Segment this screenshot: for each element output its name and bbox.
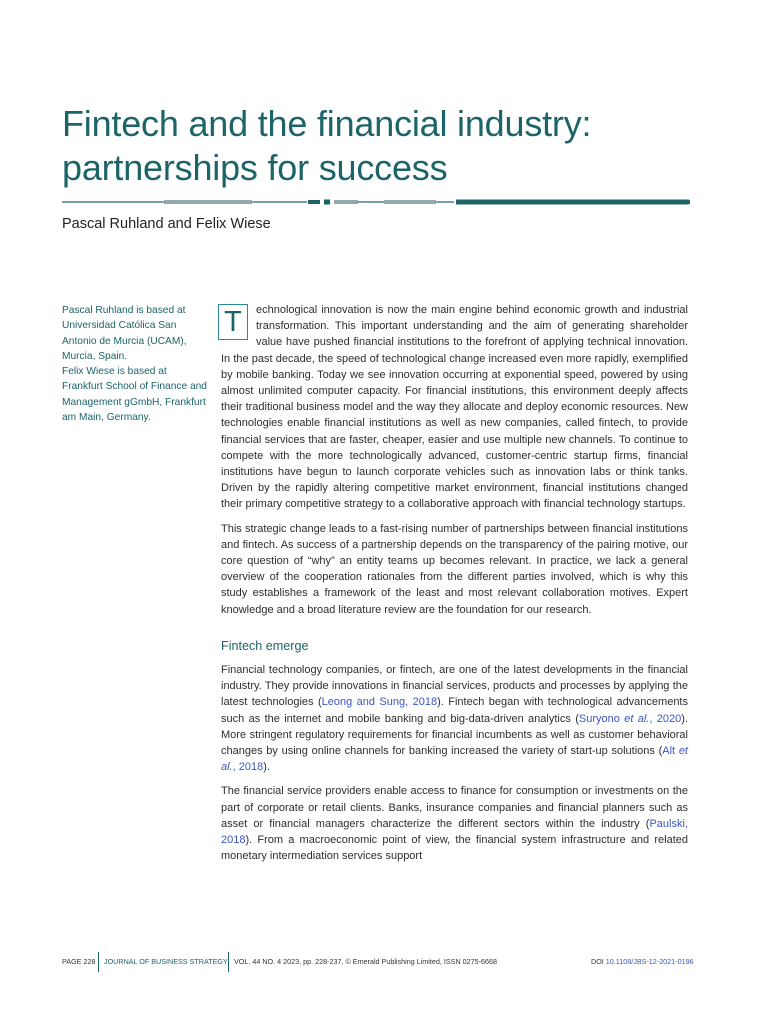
page-footer	[62, 952, 694, 972]
affiliation-wiese: Felix Wiese is based at Frankfurt School of Finance and Management gGmbH, Frankfurt am Main, Germany.	[62, 366, 207, 424]
rule-segment	[134, 201, 164, 202]
article-body	[221, 302, 688, 873]
rule-segment	[164, 200, 252, 204]
title-line-1: Fintech and the financial industry:	[62, 103, 592, 144]
drop-cap: T	[218, 304, 248, 340]
paragraph-strategic-change: This strategic change leads to a fast-rising number of partnerships between financial institutions and fintech. As success of a partnership depends on the transparency of the pairing motive, our core question of “why” an entity teams up becomes relevant. In practice, we lack a general overview of the cooperation rationales from the different parties involved, which is why this study establishes a framework of the least and most relevant collaboration motives. Expert knowledge and a broad literature review are the foundation for our research.	[221, 522, 688, 616]
text-run: The financial service providers enable access to finance for consumption or investments on the part of corporate or retail clients. Banks, insurance companies and financial planners such as asset or financial managers characterize the different sectors within the industry (	[221, 785, 688, 830]
citation-suryono[interactable]	[579, 713, 681, 725]
text-run: ). From a macroeconomic point of view, the financial system infrastructure and related monetary intermediation services support	[221, 834, 688, 863]
footer-divider	[98, 952, 99, 972]
rule-segment	[308, 200, 320, 204]
paragraph-fintech-definition	[221, 662, 688, 775]
author-affiliations	[62, 303, 207, 425]
author-line: Pascal Ruhland and Felix Wiese	[62, 216, 271, 232]
doi-label: DOI	[591, 957, 604, 966]
text-run: ). Fintech began with technological advancements such as the internet and mobile banking and big-data-driven analytics (	[221, 696, 688, 725]
citation-year: , 2018	[232, 761, 264, 774]
text-run: ). More stringent regulatory requirements for financial incumbents as well as customer behavioral changes by using online channels for banking increased the variety of start-up solutions (	[221, 712, 688, 758]
paragraph-intro	[221, 302, 688, 513]
rule-segment	[62, 201, 134, 202]
rule-segment	[252, 201, 304, 202]
citation-etal: et al.	[221, 745, 688, 774]
citation-author: Alt	[662, 745, 679, 758]
rule-segment	[304, 201, 306, 202]
footer-journal-name: JOURNAL OF BUSINESS STRATEGY	[104, 957, 228, 966]
doi-link[interactable]: 10.1108/JBS-12-2021-0196	[605, 957, 694, 966]
title-line-2: partnerships for success	[62, 147, 448, 188]
paragraph-intro-text: echnological innovation is now the main engine behind economic growth and industrial transformation. This important understanding and the aim of generating shareholder value have pushed financial institutions to the forefront of applying technical innovation. In the past decade, the speed of technological change increased even more rapidly, exemplified by mobile banking. Today we see innovation occurring at exponential speed, powered by using almost unlimited computer capacity. For financial institutions, this environment deeply affects their traditional business model and the way they allocate and deploy economic resources. New technologies enable financial institutions as well as new companies, called fintech, to provide financial services that are faster, cheaper, easier and use multiple new channels. To continue to compete with the more technologically advanced, customer-centric startup firms, financial institutions have begun to launch corporate vehicles such as innovation labs or think tanks. Driven by the rapidly altering competitive market environment, financial institutions changed their primary competitive strategy to a collaborative approach with financial technology startups.	[221, 304, 688, 511]
section-heading-fintech-emerge: Fintech emerge	[221, 638, 309, 653]
rule-segment	[456, 200, 688, 205]
decorative-title-rule	[62, 198, 690, 206]
citation-author: Suryono	[578, 712, 625, 725]
footer-doi	[591, 952, 694, 972]
citation-year: , 2020	[649, 712, 682, 725]
text-run: Financial technology companies, or fintech, are one of the latest developments in the financial industry. They provide innovations in financial services, products and processes by applying the latest technologies (	[221, 664, 688, 709]
citation-etal: et al.	[624, 712, 650, 725]
rule-segment	[334, 200, 358, 204]
affiliation-ruhland: Pascal Ruhland is based at Universidad Católica San Antonio de Murcia (UCAM), Murcia, Spain.	[62, 305, 187, 362]
footer-divider	[228, 952, 229, 972]
rule-segment	[306, 201, 307, 202]
footer-volume-info: VOL. 44 NO. 4 2023, pp. 228-237, © Emerald Publishing Limited, ISSN 0275-6668	[234, 957, 498, 966]
rule-segment	[384, 200, 436, 204]
article-title	[62, 102, 702, 190]
paragraph-service-providers	[221, 783, 688, 864]
footer-page-number: PAGE 228	[62, 957, 96, 966]
citation-leong-sung[interactable]: Leong and Sung, 2018	[321, 696, 438, 709]
text-run: ).	[263, 761, 270, 774]
rule-segment	[324, 200, 330, 205]
citation-paulski[interactable]: Paulski, 2018	[221, 817, 688, 847]
rule-segment	[436, 201, 454, 202]
rule-segment	[358, 201, 384, 202]
